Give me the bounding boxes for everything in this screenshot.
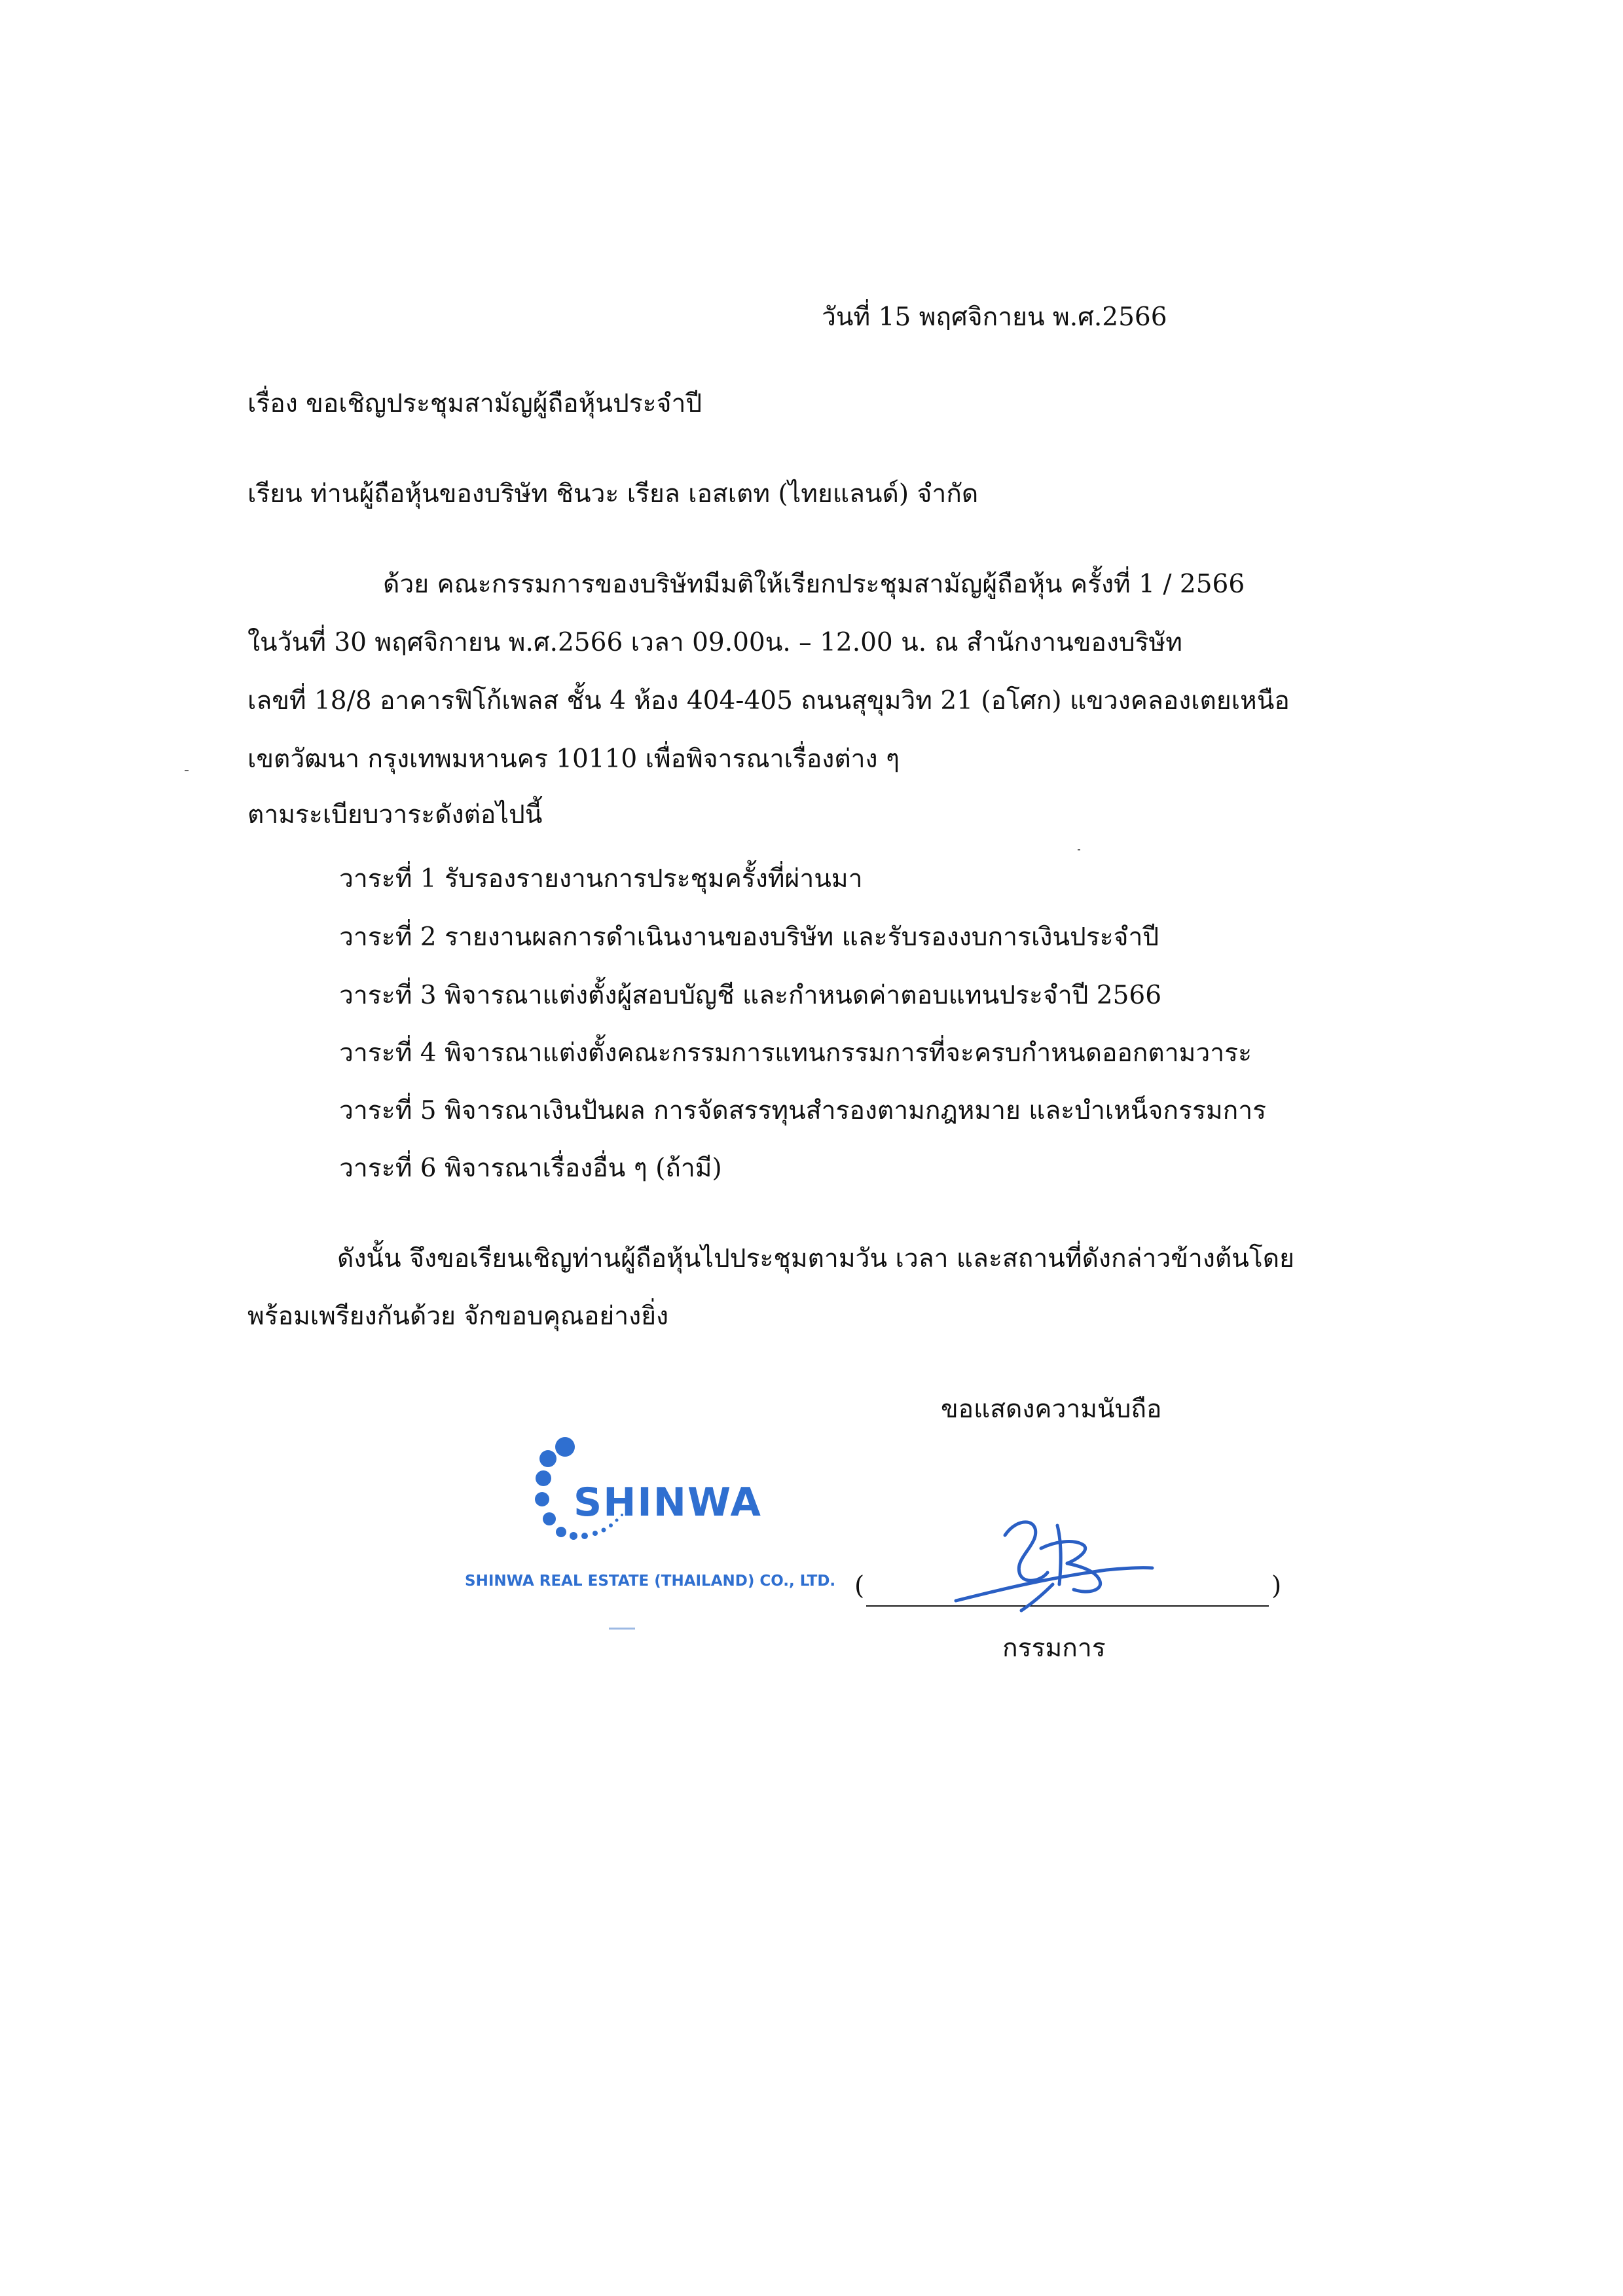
body-line: เลขที่ 18/8 อาคารฟิโก้เพลส ชั้น 4 ห้อง 404-405 ถนนสุขุมวิท 21 (อโศก) แขวงคลองเตยเหนือ: [247, 686, 1290, 716]
scan-speck: [1078, 849, 1080, 850]
agenda-item: วาระที่ 3 พิจารณาแต่งตั้งผู้สอบบัญชี และกำหนดค่าตอบแทนประจำปี 2566: [339, 981, 1162, 1010]
signer-title: กรรมการ: [1002, 1633, 1106, 1663]
body-line: ตามระเบียบวาระดังต่อไปนี้: [247, 800, 543, 829]
letter-subject: เรื่อง ขอเชิญประชุมสามัญผู้ถือหุ้นประจำปี: [247, 389, 702, 418]
company-stamp-logo: [458, 1434, 864, 1604]
body-line: ในวันที่ 30 พฤศจิกายน พ.ศ.2566 เวลา 09.00น. – 12.00 น. ณ สำนักงานของบริษัท: [247, 628, 1182, 657]
agenda-item: วาระที่ 1 รับรองรายงานการประชุมครั้งที่ผ่านมา: [339, 864, 863, 894]
stamp-underline: [609, 1628, 635, 1630]
letter-recipient: เรียน ท่านผู้ถือหุ้นของบริษัท ชินวะ เรียล เอสเตท (ไทยแลนด์) จำกัด: [247, 479, 979, 509]
logo-company-name: SHINWA REAL ESTATE (THAILAND) CO., LTD.: [465, 1573, 836, 1590]
agenda-item: วาระที่ 4 พิจารณาแต่งตั้งคณะกรรมการแทนกรรมการที่จะครบกำหนดออกตามวาระ: [339, 1038, 1252, 1068]
scan-speck: [185, 770, 189, 771]
body-line: เขตวัฒนา กรุงเทพมหานคร 10110 เพื่อพิจารณาเรื่องต่าง ๆ: [247, 744, 900, 774]
agenda-item: วาระที่ 5 พิจารณาเงินปันผล การจัดสรรทุนสำรองตามกฎหมาย และบำเหน็จกรรมการ: [339, 1096, 1267, 1125]
signature-open-paren: (: [854, 1571, 865, 1601]
logo-wordmark: SHINWA: [574, 1480, 762, 1525]
closing-regards: ขอแสดงความนับถือ: [941, 1394, 1162, 1424]
handwritten-signature-icon: [943, 1512, 1159, 1624]
agenda-item: วาระที่ 2 รายงานผลการดำเนินงานของบริษัท และรับรองงบการเงินประจำปี: [339, 922, 1159, 952]
closing-line: ดังนั้น จึงขอเรียนเชิญท่านผู้ถือหุ้นไปประชุมตามวัน เวลา และสถานที่ดังกล่าวข้างต้นโดย: [337, 1244, 1294, 1273]
body-line: ด้วย คณะกรรมการของบริษัทมีมติให้เรียกประชุมสามัญผู้ถือหุ้น ครั้งที่ 1 / 2566: [383, 570, 1245, 599]
agenda-item: วาระที่ 6 พิจารณาเรื่องอื่น ๆ (ถ้ามี): [339, 1154, 722, 1183]
letter-date: วันที่ 15 พฤศจิกายน พ.ศ.2566: [822, 302, 1167, 332]
signature-close-paren: ): [1271, 1571, 1282, 1601]
closing-line: พร้อมเพรียงกันด้วย จักขอบคุณอย่างยิ่ง: [247, 1302, 669, 1331]
